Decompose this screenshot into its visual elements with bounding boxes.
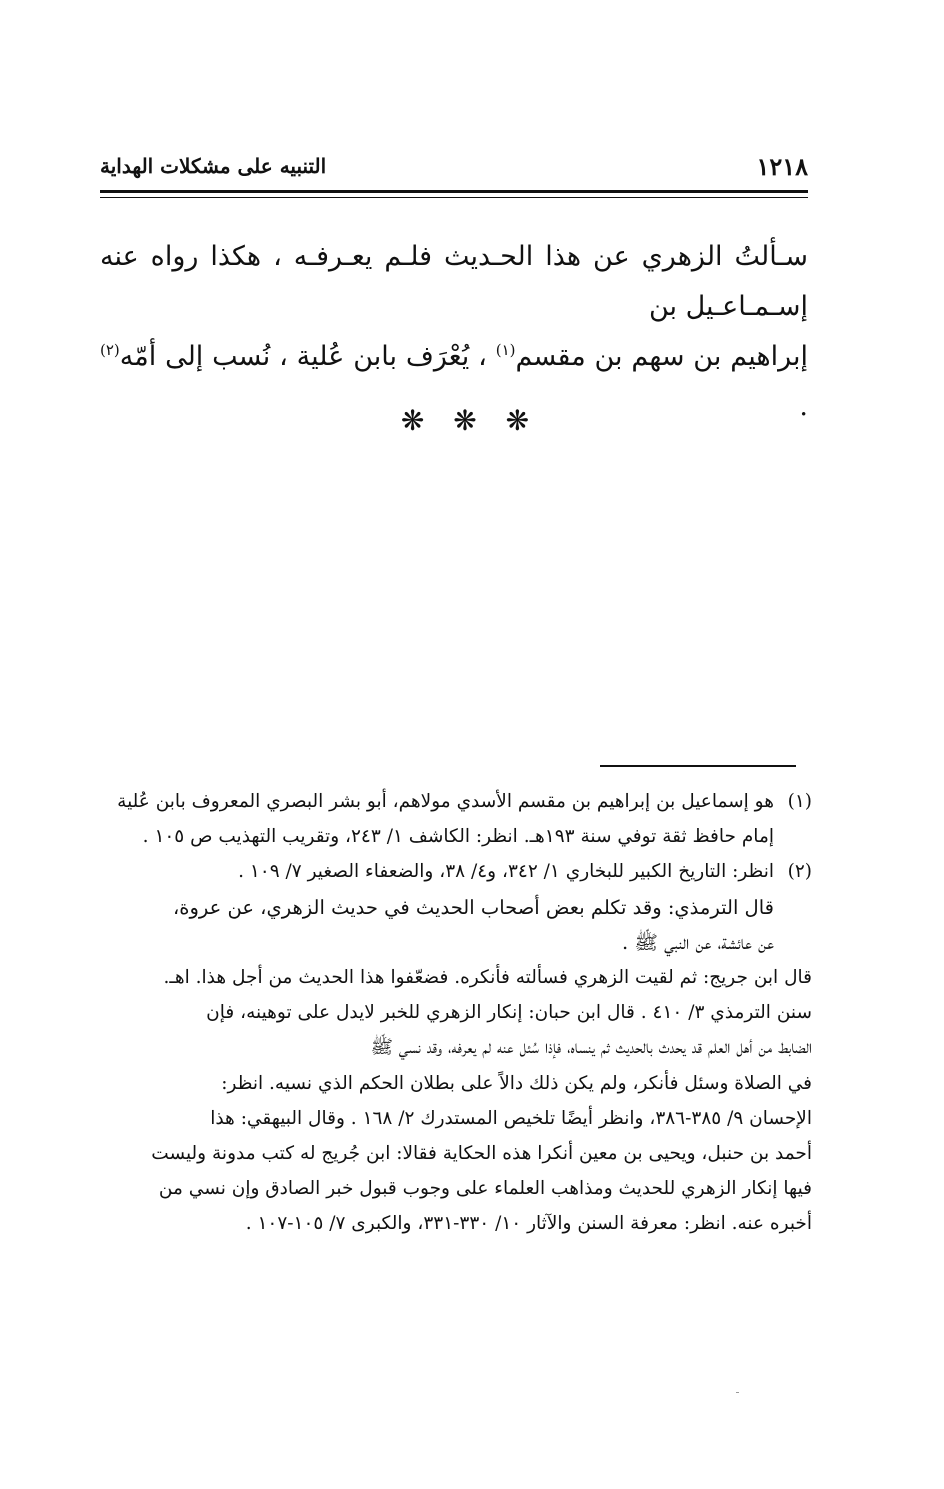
footnote-number: (٢) xyxy=(787,861,812,883)
footnote-line: فيها إنكار الزهري للحديث ومذاهب العلماء على وجوب قبول خبر الصادق وإن نسي من xyxy=(158,1178,812,1200)
footnote-2-tirmidhi-quote xyxy=(100,890,812,960)
footnote-line: سنن الترمذي ٣/ ٤١٠ . قال ابن حبان: إنكار الزهري للخبر لايدل على توهينه، فإن xyxy=(206,1002,812,1024)
footnote-line: الضابط من أهل العلم قد يحدث بالحديث ثم ينساه، فإذا سُئل عنه لم يعرفه، وقد نسي ﷺ xyxy=(370,1037,812,1059)
footnote-line: عن عائشة، عن النبي ﷺ . xyxy=(621,930,774,954)
footnote-body xyxy=(100,784,774,854)
main-text xyxy=(100,232,808,432)
footnote-2 xyxy=(100,854,812,889)
footnote-line: قال ابن جريج: ثم لقيت الزهري فسألته فأنكره. فضعّفوا هذا الحديث من أجل هذا. اهـ. xyxy=(163,967,812,989)
header-rule-thin xyxy=(100,197,808,198)
main-text-line: سـألتُ الزهري عن هذا الحـديث فلـم يعـرفـه ، هكذا رواه عنه إسـمـاعـيل بن xyxy=(100,241,808,322)
footnote-number: (١) xyxy=(787,791,812,812)
footnote-ref-1: (١) xyxy=(495,341,516,359)
main-text-segment: ، يُعْرَف بابن عُلية ، نُسب إلى أمّه xyxy=(119,341,487,372)
footnote-line: هو إسماعيل بن إبراهيم بن مقسم الأسدي مولاهم، أبو بشر البصري المعروف بابن عُلية xyxy=(117,791,774,812)
footnote-line: انظر: التاريخ الكبير للبخاري ١/ ٣٤٢، و٤/ ٣٨، والضعفاء الصغير ٧/ ١٠٩ . xyxy=(238,861,774,883)
header-rule-thick xyxy=(100,190,808,193)
main-text-segment: . xyxy=(799,391,808,422)
footnote-line: أحمد بن حنبل، ويحيى بن معين أنكرا هذه الحكاية فقالا: ابن جُريج له كتب مدونة وليست xyxy=(151,1143,812,1165)
section-separator: ❋ ❋ ❋ xyxy=(400,404,540,437)
footnote-line: قال الترمذي: وقد تكلم بعض أصحاب الحديث في حديث الزهري، عن عروة، xyxy=(172,895,774,919)
footnote-line: إمام حافظ ثقة توفي سنة ١٩٣هـ. انظر: الكاشف ١/ ٢٤٣، وتقريب التهذيب ص ١٠٥ . xyxy=(142,826,774,848)
footnote-2-continuation xyxy=(100,960,812,1242)
footnote-body xyxy=(100,854,774,889)
footnote-line: الإحسان ٩/ ٣٨٥-٣٨٦، وانظر أيضًا تلخيص المستدرك ٢/ ١٦٨ . وقال البيهقي: هذا xyxy=(210,1107,812,1129)
page-number: ١٢١٨ xyxy=(756,151,808,181)
footnote-1 xyxy=(100,784,812,854)
main-text-segment: إبراهيم بن سهم بن مقسم xyxy=(515,341,808,372)
footnote-ref-2: (٢) xyxy=(100,341,120,359)
scan-speck xyxy=(736,1392,739,1393)
footnote-rule xyxy=(600,765,796,767)
footnotes xyxy=(100,784,812,1242)
page-header xyxy=(100,146,808,186)
running-title: التنبيه على مشكلات الهداية xyxy=(100,154,327,178)
footnote-line: أخبره عنه. انظر: معرفة السنن والآثار ١٠/ ٣٣٠-٣٣١، والكبرى ٧/ ١٠٥-١٠٧ . xyxy=(245,1213,812,1235)
footnote-line: في الصلاة وسئل فأنكر، ولم يكن ذلك دالاً على بطلان الحكم الذي نسيه. انظر: xyxy=(221,1072,812,1094)
